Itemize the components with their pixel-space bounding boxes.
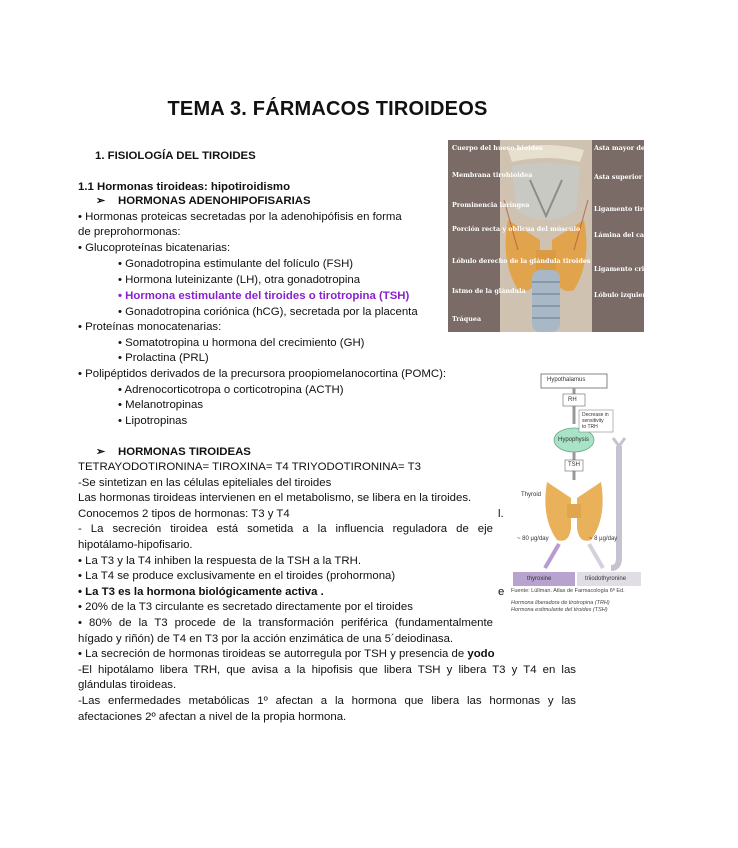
diagram-label-thyroid: Thyroid bbox=[521, 492, 542, 498]
heading-adenohipofisarias-text: HORMONAS ADENOHIPOFISARIAS bbox=[118, 195, 311, 207]
anatomy-label: Porción recta y oblicua del músculo bbox=[452, 225, 581, 233]
text-line: -Se sintetizan en las células epiteliales del tiroides bbox=[78, 477, 332, 489]
diagram-box-triiodothyronine: triiodothyronine bbox=[585, 576, 627, 582]
text-line: • 20% de la T3 circulante es secretado directamente por el tiroides bbox=[78, 601, 413, 613]
text-line: glándulas tiroideas. bbox=[78, 679, 177, 691]
arrow-bullet-icon: ➢ bbox=[96, 446, 106, 458]
diagram-label-dose1: ~ 80 µg/day bbox=[517, 536, 549, 542]
thyroid-anatomy-figure bbox=[448, 140, 738, 332]
anatomy-label: Ligamento tirohioideo bbox=[594, 205, 675, 213]
figure-caption-1: Hormona liberadora de tirotropina (TRH) bbox=[511, 600, 610, 606]
text-line: • La T3 y la T4 inhiben la respuesta de la TSH a la TRH. bbox=[78, 555, 362, 567]
text-line: • Glucoproteínas bicatenarias: bbox=[78, 242, 231, 254]
anatomy-label: Cuerpo del hueso hioides bbox=[452, 144, 543, 152]
text-line bbox=[78, 647, 495, 661]
heading-tiroideas bbox=[96, 445, 251, 459]
text-line: -El hipotálamo libera TRH, que avisa a la hipofisis que libera TSH y libera T3 y T4 en las bbox=[78, 664, 576, 676]
heading-adenohipofisarias bbox=[96, 194, 311, 208]
text-line: • Hormonas proteicas secretadas por la adenohipófisis en forma bbox=[78, 211, 402, 223]
text-line: afectaciones 2º afectan a nivel de la propia hormona. bbox=[78, 711, 347, 723]
diagram-label-hypothalamus: Hypothalamus bbox=[547, 377, 586, 383]
anatomy-label: Lóbulo izquierdo de la glándula tiroides bbox=[594, 291, 738, 299]
stray-text: l. bbox=[498, 508, 504, 520]
anatomy-label: Tráquea bbox=[452, 315, 482, 323]
diagram-label-feedback-2: sensitivity bbox=[582, 418, 604, 424]
text-line: -Las enfermedades metabólicas 1º afectan a la hormona que libera las hormonas y las bbox=[78, 695, 576, 707]
diagram-label-hypophysis: Hypophysis bbox=[558, 437, 590, 443]
section-heading: 1. FISIOLOGÍA DEL TIROIDES bbox=[95, 150, 256, 162]
page-title: TEMA 3. FÁRMACOS TIROIDEOS bbox=[167, 98, 488, 120]
text-line: Las hormonas tiroideas intervienen en el metabolismo, se libera en la tiroides. bbox=[78, 492, 472, 504]
text-line: - La secreción tiroidea está sometida a la influencia reguladora de eje bbox=[78, 523, 493, 535]
anatomy-label: Lámina del cartílago tiroides bbox=[594, 231, 698, 239]
text-line: de preprohormonas: bbox=[78, 226, 181, 238]
text-line: hígado y riñón) de T4 en T3 por la acción enzimática de una 5´deiodinasa. bbox=[78, 633, 454, 645]
anatomy-label: Prominencia laríngea bbox=[452, 201, 530, 209]
text-line: hipotálamo-hipofisario. bbox=[78, 539, 193, 551]
anatomy-label: Ligamento cricotiroideo bbox=[594, 265, 681, 273]
list-item: • Somatotropina u hormona del crecimiento (GH) bbox=[118, 337, 365, 349]
text-line: Conocemos 2 tipos de hormonas: T3 y T4 bbox=[78, 508, 290, 520]
text-line: • Proteínas monocatenarias: bbox=[78, 321, 222, 333]
anatomy-label: Asta superior del cartílago tiroides bbox=[594, 173, 720, 181]
text-line: • Polipéptidos derivados de la precursora proopiomelanocortina (POMC): bbox=[78, 368, 447, 380]
text-line: TETRAYODOTIRONINA= TIROXINA= T4 TRIYODOTIRONINA= T3 bbox=[78, 461, 421, 473]
figure-caption-2: Hormona estimulante del tiroides (TSH) bbox=[511, 607, 608, 613]
thyroid-axis-diagram bbox=[507, 368, 655, 620]
text-segment: • La secreción de hormonas tiroideas se autorregula por TSH y presencia de bbox=[78, 648, 468, 660]
diagram-label-dose2: ~ 8 µg/day bbox=[589, 536, 618, 542]
diagram-label-feedback-1: Decrease in bbox=[582, 412, 609, 418]
subsection-heading: 1.1 Hormonas tiroideas: hipotiroidismo bbox=[78, 181, 291, 193]
stray-text: e bbox=[498, 586, 505, 598]
anatomy-label: Membrana tirohioidea bbox=[452, 171, 533, 179]
text-line: • La T4 se produce exclusivamente en el tiroides (prohormona) bbox=[78, 570, 396, 582]
diagram-label-feedback-3: to TRH bbox=[582, 424, 598, 430]
anatomy-label: Istmo de la glándula bbox=[452, 287, 526, 295]
list-item: • Hormona luteinizante (LH), otra gonadotropina bbox=[118, 274, 361, 286]
anatomy-label: Asta mayor del hueso hioides bbox=[594, 144, 699, 152]
list-item: • Gonadotropina coriónica (hCG), secretada por la placenta bbox=[118, 306, 418, 318]
diagram-label-trh: RH bbox=[568, 397, 577, 403]
list-item: • Prolactina (PRL) bbox=[118, 352, 209, 364]
heading-tiroideas-text: HORMONAS TIROIDEAS bbox=[118, 446, 251, 458]
arrow-bullet-icon: ➢ bbox=[96, 195, 106, 207]
list-item: • Lipotropinas bbox=[118, 415, 188, 427]
list-item: • Adrenocorticotropa o corticotropina (ACTH) bbox=[118, 384, 344, 396]
text-segment-bold: yodo bbox=[467, 648, 495, 660]
list-item-highlight: • Hormona estimulante del tiroides o tirotropina (TSH) bbox=[118, 290, 410, 302]
anatomy-label: Lóbulo derecho de la glándula tiroides bbox=[452, 257, 591, 265]
text-line: • 80% de la T3 procede de la transformación periférica (fundamentalmente bbox=[78, 617, 493, 629]
diagram-box-thyroxine: thyroxine bbox=[527, 576, 552, 582]
list-item: • Gonadotropina estimulante del folículo (FSH) bbox=[118, 258, 354, 270]
figure-source: Fuente: Lüllman. Atlas de Farmacología 6ª Ed. bbox=[511, 588, 625, 594]
list-item: • Melanotropinas bbox=[118, 399, 204, 411]
text-line-bold: • La T3 es la hormona biológicamente activa . bbox=[78, 586, 324, 598]
diagram-label-tsh: TSH bbox=[568, 462, 580, 468]
